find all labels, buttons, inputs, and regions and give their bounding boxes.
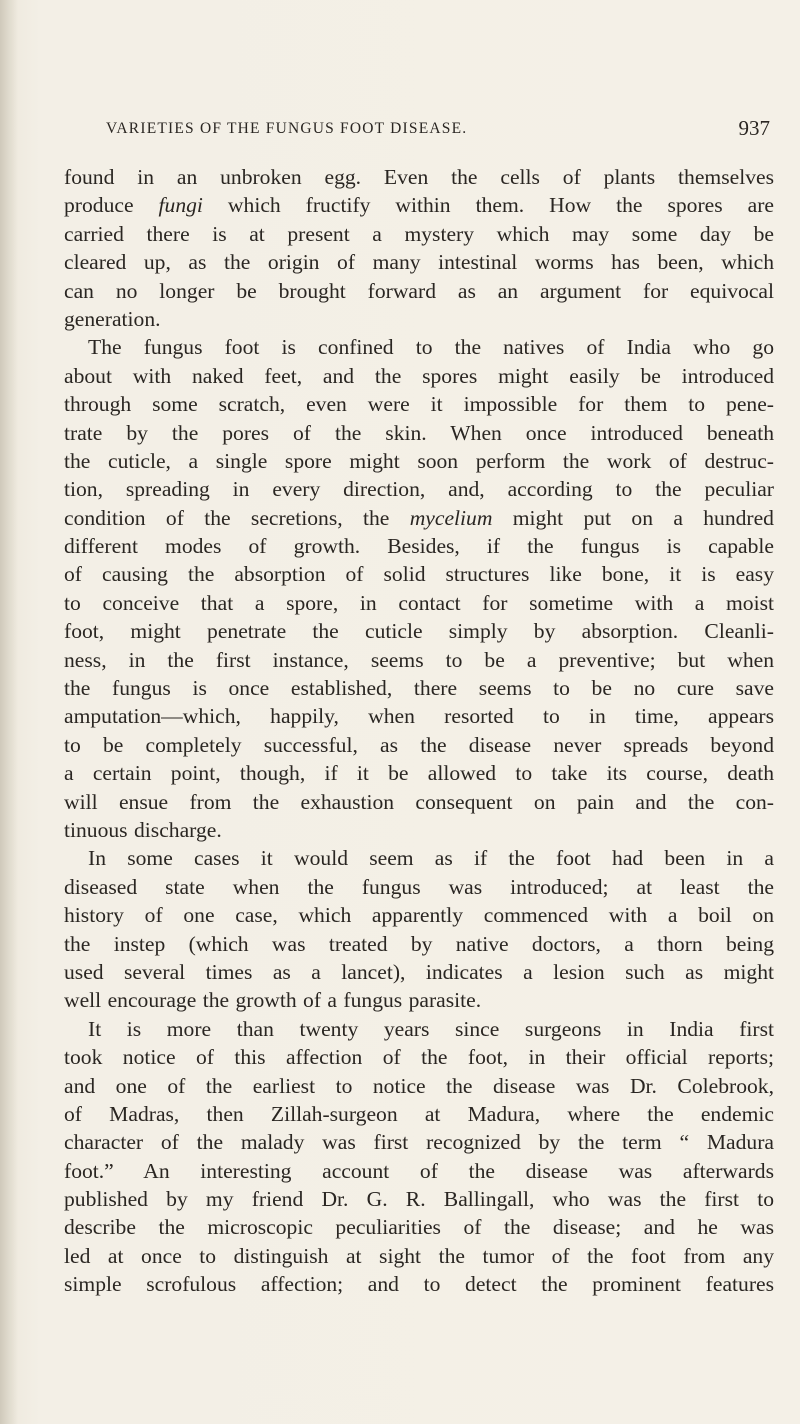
text-line: published by my friend Dr. G. R. Ballingall, who was the first to bbox=[64, 1187, 774, 1212]
text-line: led at once to distinguish at sight the tumor of the foot from any bbox=[64, 1243, 774, 1268]
text-line: diseased state when the fungus was introduced; at least the bbox=[64, 874, 774, 899]
text-line: different modes of growth. Besides, if the fungus is capable bbox=[64, 534, 774, 559]
body-text bbox=[64, 163, 774, 1299]
text-line: well encourage the growth of a fungus parasite. bbox=[64, 988, 482, 1013]
text-line: the instep (which was treated by native doctors, a thorn being bbox=[64, 931, 774, 956]
text-line: to conceive that a spore, in contact for sometime with a moist bbox=[64, 590, 774, 615]
text-line: to be completely successful, as the disease never spreads beyond bbox=[64, 732, 774, 757]
text-line: ness, in the first instance, seems to be a preventive; but when bbox=[64, 647, 774, 672]
text-line: and one of the earliest to notice the disease was Dr. Colebrook, bbox=[64, 1073, 774, 1098]
text-line: describe the microscopic peculiarities of the disease; and he was bbox=[64, 1215, 774, 1240]
text-line: used several times as a lancet), indicates a lesion such as might bbox=[64, 959, 774, 984]
text-line: character of the malady was first recognized by the term “ Madura bbox=[64, 1130, 774, 1155]
page-number: 937 bbox=[738, 116, 770, 140]
text-line: through some scratch, even were it impossible for them to pene- bbox=[64, 392, 774, 417]
text-line: of causing the absorption of solid structures like bone, it is easy bbox=[64, 562, 774, 587]
text-line: In some cases it would seem as if the foot had been in a bbox=[88, 846, 774, 871]
text-line: will ensue from the exhaustion consequent on pain and the con- bbox=[64, 789, 774, 814]
text-line: tinuous discharge. bbox=[64, 817, 222, 842]
text-line: amputation—which, happily, when resorted to in time, appears bbox=[64, 704, 774, 729]
text-line: foot, might penetrate the cuticle simply by absorption. Cleanli- bbox=[64, 619, 774, 644]
text-line: took notice of this affection of the foot, in their official reports; bbox=[64, 1045, 774, 1070]
text-line: the fungus is once established, there seems to be no cure save bbox=[64, 676, 774, 701]
text-line: a certain point, though, if it be allowed to take its course, death bbox=[64, 761, 774, 786]
text-line: can no longer be brought forward as an argument for equivocal bbox=[64, 278, 774, 303]
text-line: about with naked feet, and the spores might easily be introduced bbox=[64, 363, 774, 388]
text-line: carried there is at present a mystery which may some day be bbox=[64, 221, 774, 246]
text-line: It is more than twenty years since surgeons in India first bbox=[88, 1016, 774, 1041]
page-header bbox=[0, 116, 800, 146]
page-gutter-shadow bbox=[0, 0, 18, 1424]
text-line: the cuticle, a single spore might soon perform the work of destruc- bbox=[64, 448, 774, 473]
text-line: tion, spreading in every direction, and, according to the peculiar bbox=[64, 477, 774, 502]
text-line: produce fungi which fructify within them. How the spores are bbox=[64, 193, 775, 218]
text-line: found in an unbroken egg. Even the cells of plants themselves bbox=[64, 165, 774, 189]
running-head: VARIETIES OF THE FUNGUS FOOT DISEASE. bbox=[106, 120, 468, 137]
text-line: cleared up, as the origin of many intestinal worms has been, which bbox=[64, 250, 774, 275]
text-line: simple scrofulous affection; and to detect the prominent features bbox=[64, 1272, 774, 1297]
text-line: trate by the pores of the skin. When once introduced beneath bbox=[64, 420, 774, 445]
text-line: of Madras, then Zillah-surgeon at Madura, where the endemic bbox=[64, 1101, 774, 1126]
text-line: generation. bbox=[64, 306, 161, 331]
text-line: history of one case, which apparently commenced with a boil on bbox=[64, 903, 774, 928]
text-line: The fungus foot is confined to the natives of India who go bbox=[88, 335, 774, 360]
text-line: condition of the secretions, the mycelium might put on a hundred bbox=[64, 505, 774, 530]
text-line: foot.” An interesting account of the disease was afterwards bbox=[64, 1158, 774, 1183]
